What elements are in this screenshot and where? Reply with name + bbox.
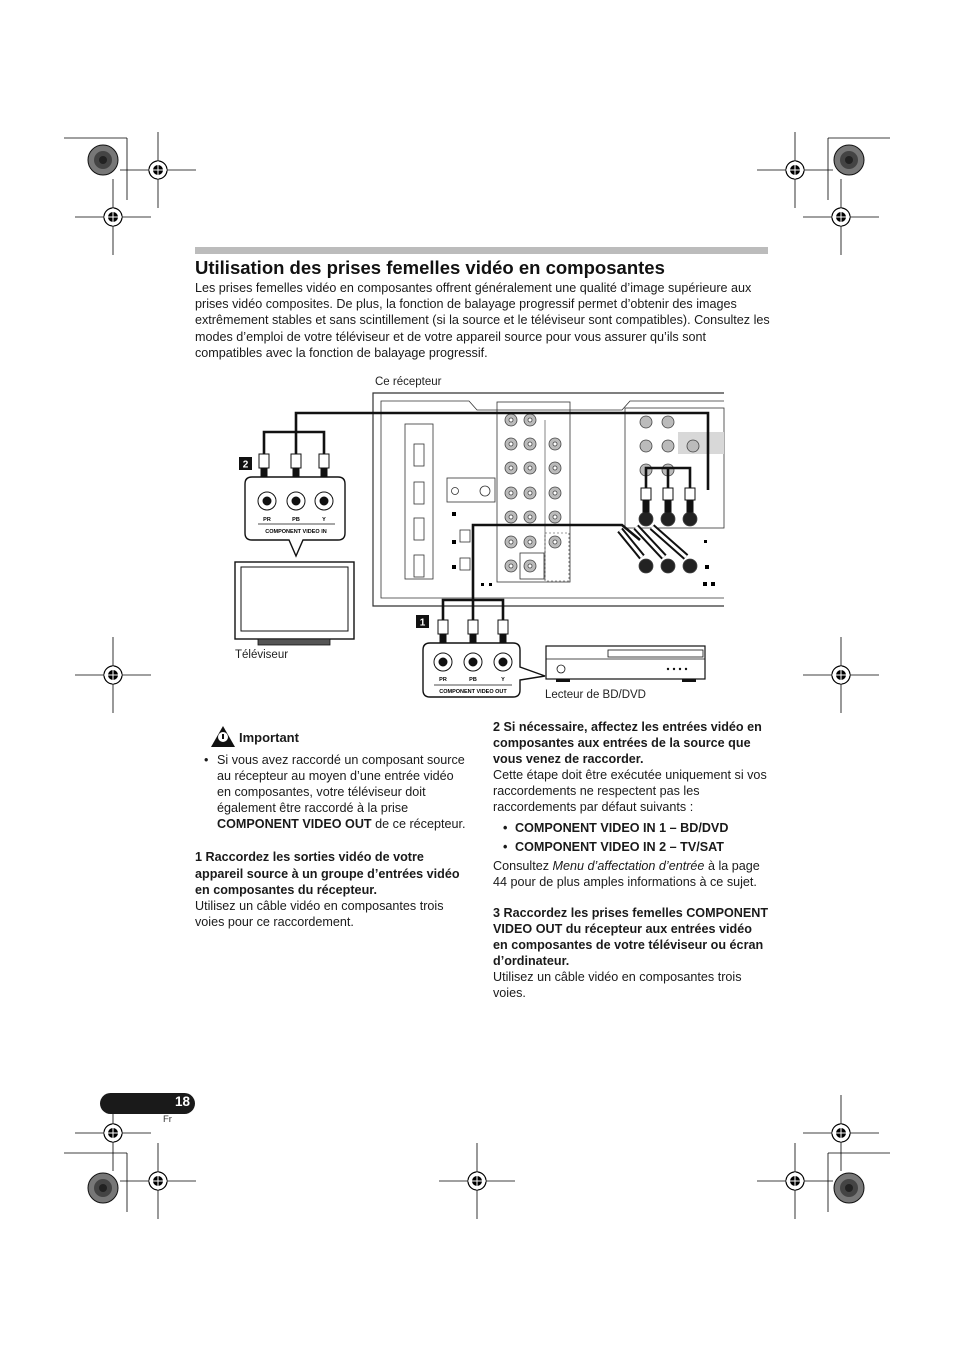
player-output-panel [423, 643, 545, 697]
receiver-label: Ce récepteur [375, 376, 442, 388]
step-1-body: Utilisez un câble vidéo en composantes trois voies pour ce raccordement. [195, 898, 444, 929]
tv-panel-title: COMPONENT VIDEO IN [265, 529, 327, 535]
important-heading: Important [239, 730, 299, 745]
right-column [493, 719, 770, 1002]
step-2-title: 2 Si nécessaire, affectez les entrées vidéo en composantes aux entrées de la source que vous venez de raccorder. [493, 720, 762, 767]
tv-jack-label-pr: PR [263, 517, 271, 523]
intro-paragraph: Les prises femelles vidéo en composantes offrent généralement une qualité d’image supérieure aux prises vidéo composites. De plus, la fonction de balayage progressif permet d’obtenir des images extrêmement stables et sans scintillement (si la source et le téléviseur sont compatibles). Consultez les modes d’emploi de votre téléviseur et de votre appareil source pour vous assurer qu’ils sont compatibles avec la fonction de balayage progressif. [195, 281, 770, 360]
svg-text:1: 1 [419, 617, 426, 629]
callout-badge-tv [239, 457, 252, 471]
tv-jack-label-y: Y [322, 517, 326, 523]
bd-dvd-player-illustration [546, 646, 705, 682]
tv-label: Téléviseur [235, 649, 289, 661]
callout-badge-player [416, 615, 429, 629]
page-title: Utilisation des prises femelles vidéo en composantes [195, 257, 665, 278]
default-assignment-item: • COMPONENT VIDEO IN 2 – TV/SAT [493, 839, 770, 855]
player-label: Lecteur de BD/DVD [545, 689, 646, 701]
tv-input-panel [245, 477, 345, 556]
receiver-out-plugs [641, 488, 695, 512]
step-3-body: Utilisez un câble vidéo en composantes trois voies. [493, 970, 742, 1001]
page-language: Fr [163, 1114, 172, 1125]
warning-icon [210, 725, 236, 749]
player-jack-label-pb: PB [469, 677, 477, 683]
svg-text:2: 2 [242, 459, 249, 471]
step-1-title: 1 Raccordez les sorties vidéo de votre appareil source à un groupe d’entrées vidéo en composantes du récepteur. [195, 850, 460, 897]
player-panel-title: COMPONENT VIDEO OUT [439, 689, 507, 695]
important-heading-row [195, 725, 470, 751]
step-3-title: 3 Raccordez les prises femelles COMPONENT VIDEO OUT du récepteur aux entrées vidéo en composantes de votre téléviseur ou écran d’ordinateur. [493, 905, 769, 969]
player-jack-label-pr: PR [439, 677, 447, 683]
important-list [195, 752, 470, 832]
player-jack-label-y: Y [501, 677, 505, 683]
page-number: 18 [174, 1094, 190, 1109]
tv-jack-label-pb: PB [292, 517, 300, 523]
step-2-reference: Consultez Menu d’affectation d’entrée à la page 44 pour de plus amples informations à ce sujet. [493, 858, 760, 889]
tv-illustration [235, 562, 354, 645]
step-2-body: Cette étape doit être exécutée uniquement si vos raccordements ne respectent pas les raccordements par défaut suivants : [493, 768, 767, 815]
default-assignment-item: • COMPONENT VIDEO IN 1 – BD/DVD [493, 820, 770, 836]
receiver-jacks [452, 414, 715, 586]
default-assignments-list [493, 820, 770, 855]
important-note: • Si vous avez raccordé un composant source au récepteur au moyen d’une entrée vidéo en composantes, votre téléviseur doit également être raccordé à la prise COMPONENT VIDEO OUT de ce récepteur. [195, 752, 470, 832]
left-column [195, 725, 470, 930]
